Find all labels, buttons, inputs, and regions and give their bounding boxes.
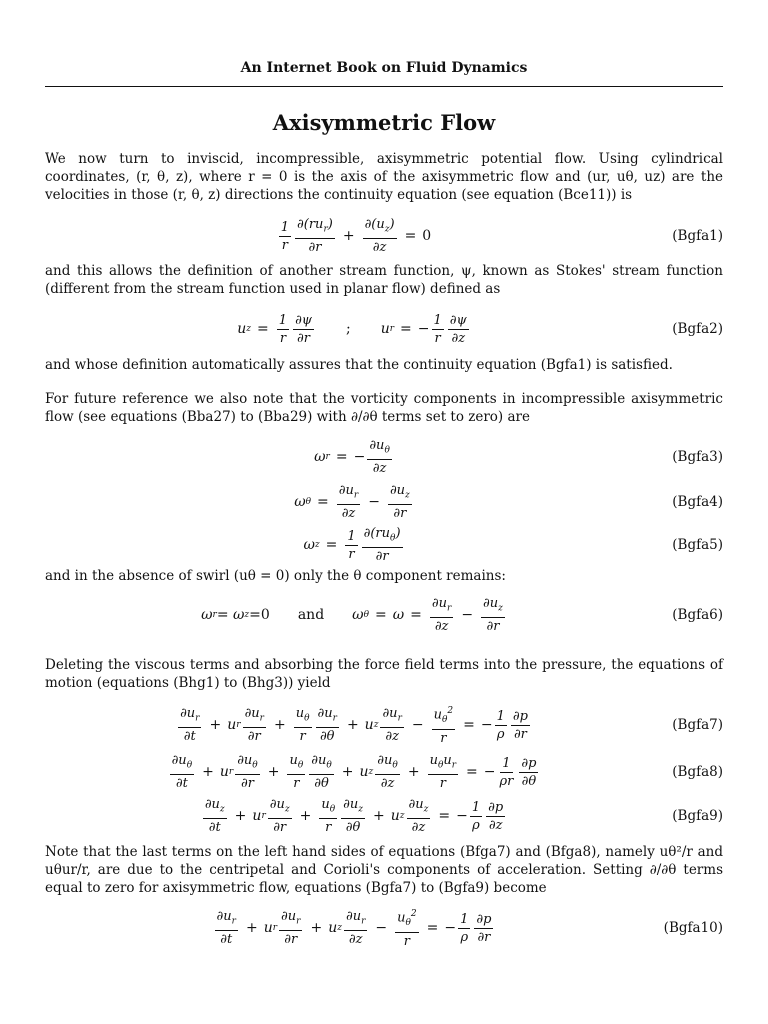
paragraph-stream-function: and this allows the definition of another stream function, ψ, known as Stokes' stream function (different from the stream function used in planar flow) defined as	[45, 263, 723, 297]
equation-bgfa3-expression: ω r = − $\frac{\partial u_\theta}{\partial z}$	[314, 437, 390, 477]
paragraph-continuity-satisfied: and whose definition automatically assures that the continuity equation (Bgfa1) is satisfied.	[45, 357, 673, 373]
equation-bgfa5	[45, 525, 723, 565]
equation-bgfa3	[45, 437, 723, 477]
equation-bgfa7	[45, 705, 723, 745]
equation-bgfa1-expression: $\frac{1}{r}$ $\frac{\partial(ru_r)}{\partial r}$ + $\frac{\partial(u_z)}{\partial z}$ = 0	[280, 216, 432, 256]
equation-bgfa4-label: (Bgfa4)	[672, 494, 723, 510]
equation-bgfa9	[45, 796, 723, 836]
paragraph-no-swirl: and in the absence of swirl (uθ = 0) only the θ component remains:	[45, 568, 506, 584]
paragraph-vorticity: For future reference we also note that the vorticity components in incompressible axisymmetric flow (see equations (Bba27) to (Bba29) with ∂/∂θ terms set to zero) are	[45, 391, 723, 425]
equation-bgfa3-label: (Bgfa3)	[672, 449, 723, 465]
equation-bgfa4-expression: ω θ = $\frac{\partial u_r}{\partial z}$ − $\frac{\partial u_z}{\partial r}$	[294, 482, 410, 522]
header-rule	[45, 86, 723, 87]
running-header: An Internet Book on Fluid Dynamics	[240, 60, 528, 76]
equation-bgfa8-label: (Bgfa8)	[672, 764, 723, 780]
equation-bgfa9-label: (Bgfa9)	[672, 808, 723, 824]
equation-bgfa5-expression: ω z = $\frac{1}{r}$ $\frac{\partial(ru_\theta)}{\partial r}$	[303, 525, 401, 565]
equation-bgfa2	[45, 309, 723, 349]
paragraph-equations-of-motion: Deleting the viscous terms and absorbing the force field terms into the pressure, the equations of motion (equations (Bhg1) to (Bhg3)) yield	[45, 657, 723, 691]
equation-bgfa10	[45, 908, 723, 948]
paragraph-centripetal-coriolis: Note that the last terms on the left hand sides of equations (Bfga7) and (Bfga8), namely uθ²/r and uθur/r, are due to the centripetal and Corioli's components of acceleration. Setting ∂/∂θ terms equal to zero for axisymmetric flow, equations (Bgfa7) to (Bgfa9) become	[45, 844, 723, 896]
equation-bgfa2-label: (Bgfa2)	[672, 321, 723, 337]
equation-bgfa6-and: and	[297, 607, 325, 623]
paragraph-intro: We now turn to inviscid, incompressible, axisymmetric potential flow. Using cylindrical coordinates, (r, θ, z), where r = 0 is the axis of the axisymmetric flow and (ur, uθ, uz) are the velocities in those (r, θ, z) directions the continuity equation (see equation (Bce11)) is	[45, 151, 723, 203]
equation-bgfa6	[45, 595, 723, 635]
equation-bgfa7-expression: $\frac{\partial u_r}{\partial t}$ + u r $\frac{\partial u_r}{\partial r}$ + $\frac{u_\theta}{r}$ $\frac{\partial u_r}{\partial\theta}$ + u z $\frac{\partial u_r}{\partial z}$ − $\frac{u_\theta^2}{r}$ = − $\frac{1}{\rho}$ $\frac{\partial p}{\partial r}$	[180, 705, 528, 746]
equation-bgfa1-label: (Bgfa1)	[672, 228, 723, 244]
equation-bgfa6-expression: ω r = ω z = 0 and ω θ = ω = $\frac{\partial u_r}{\partial z}$ − $\frac{\partial u_z}{\partial r}$	[201, 595, 503, 635]
section-title: Axisymmetric Flow	[272, 110, 496, 135]
equation-bgfa1	[45, 216, 723, 256]
equation-bgfa2-expression: u z = $\frac{1}{r}$ $\frac{\partial\psi}{\partial r}$ ; u r = − $\frac{1}{r}$ $\frac{\partial\psi}{\partial z}$	[237, 312, 467, 346]
equation-bgfa5-label: (Bgfa5)	[672, 537, 723, 553]
equation-bgfa10-expression: $\frac{\partial u_r}{\partial t}$ + u r $\frac{\partial u_r}{\partial r}$ + u z $\frac{\partial u_r}{\partial z}$ − $\frac{u_\theta^2}{r}$ = − $\frac{1}{\rho}$ $\frac{\partial p}{\partial r}$	[216, 908, 492, 949]
equation-bgfa10-label: (Bgfa10)	[663, 920, 723, 936]
equation-bgfa9-expression: $\frac{\partial u_z}{\partial t}$ + u r $\frac{\partial u_z}{\partial r}$ + $\frac{u_\theta}{r}$ $\frac{\partial u_z}{\partial\theta}$ + u z $\frac{\partial u_z}{\partial z}$ = − $\frac{1}{\rho}$ $\frac{\partial p}{\partial z}$	[204, 796, 504, 836]
equation-bgfa4	[45, 482, 723, 522]
equation-bgfa8	[45, 752, 723, 792]
equation-bgfa7-label: (Bgfa7)	[672, 717, 723, 733]
equation-bgfa8-expression: $\frac{\partial u_\theta}{\partial t}$ + u r $\frac{\partial u_\theta}{\partial r}$ + $\frac{u_\theta}{r}$ $\frac{\partial u_\theta}{\partial\theta}$ + u z $\frac{\partial u_\theta}{\partial z}$ + $\frac{u_\theta u_r}{r}$ = − $\frac{1}{\rho r}$ $\frac{\partial p}{\partial\theta}$	[171, 752, 537, 792]
equation-bgfa6-label: (Bgfa6)	[672, 607, 723, 623]
